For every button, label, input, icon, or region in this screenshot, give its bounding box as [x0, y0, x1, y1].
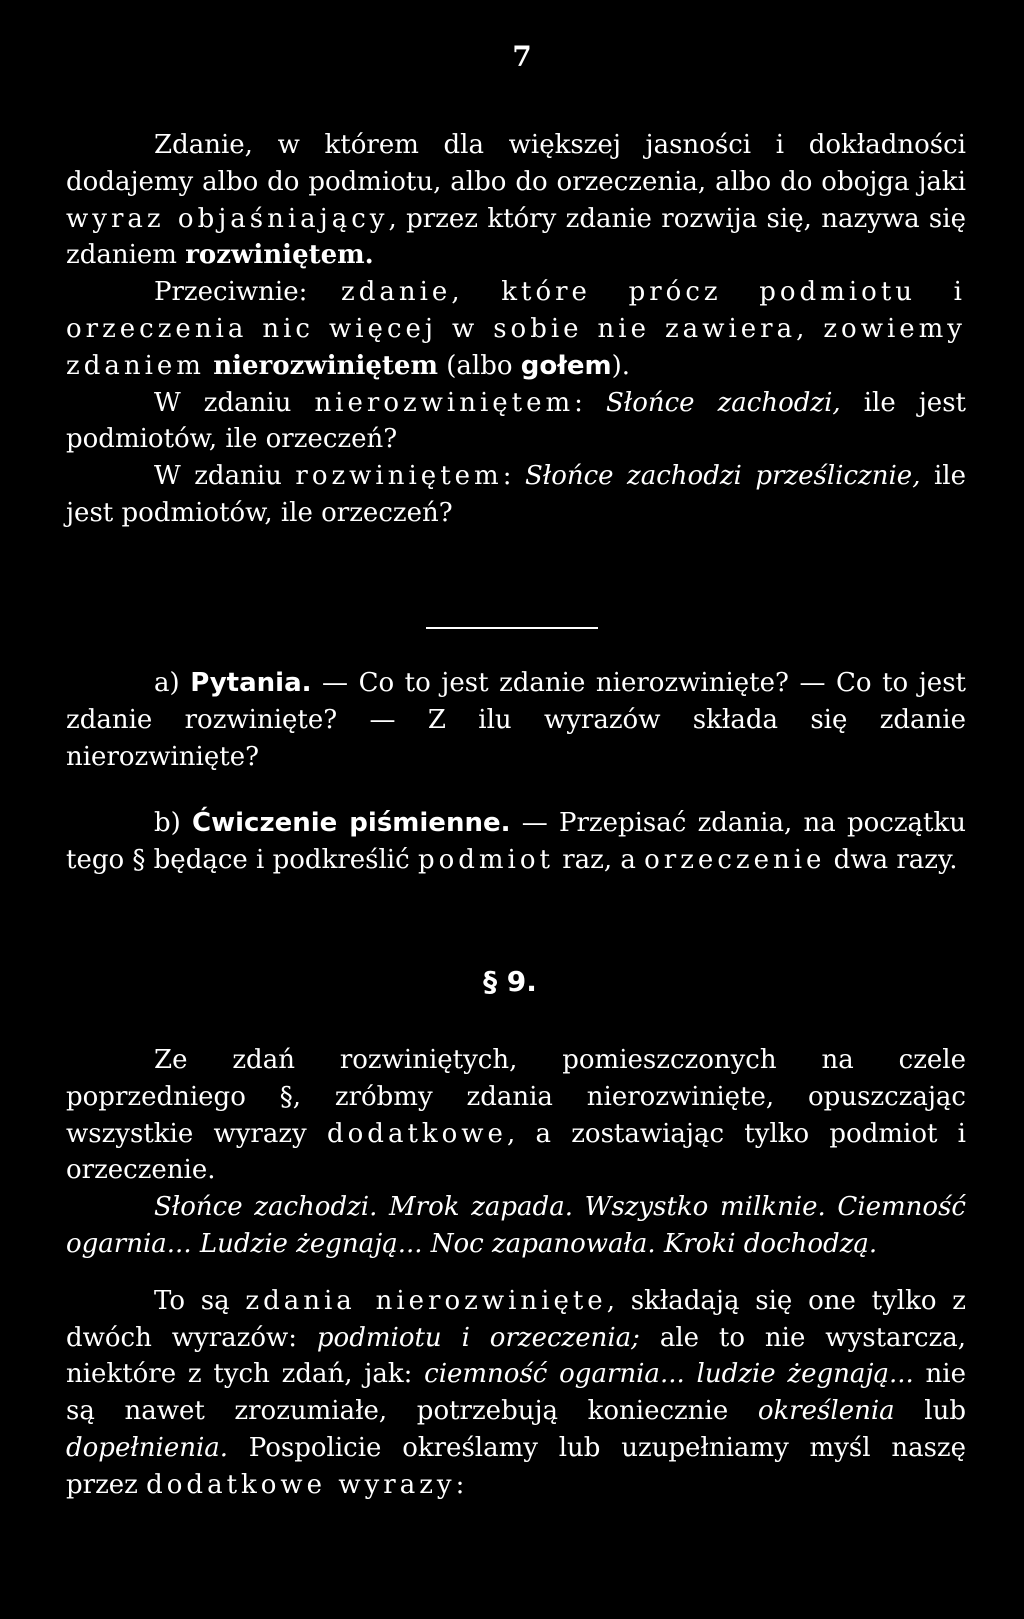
italic-term: dopełnienia. — [66, 1432, 229, 1463]
text-run: (albo — [438, 350, 521, 381]
text-run: Ze zdań rozwiniętych, pomieszczonych na czele poprzedniego §, zróbmy zdania nierozwinięte, opuszczając wszystkie wyrazy — [66, 1045, 966, 1149]
spaced-term: dodatkowe wyrazy — [146, 1469, 456, 1500]
paragraph-question-developed — [66, 458, 966, 532]
spaced-term: wyraz objaśniający — [66, 203, 389, 234]
questions-paragraph — [66, 665, 966, 775]
text-run: lub — [894, 1396, 966, 1427]
paragraph-question-undeveloped — [66, 385, 966, 459]
italic-term: określenia — [757, 1396, 895, 1427]
section-heading: § 9. — [483, 965, 537, 998]
spaced-term: orzeczenie — [644, 845, 826, 876]
text-run: , składają się one tylko z dwóch wyrazów: — [66, 1285, 967, 1353]
exercise-paragraph — [66, 805, 966, 879]
text-run: a) — [154, 668, 191, 698]
body-bottom — [66, 1042, 966, 1504]
text-run: , przez który zdanie rozwija się, nazywa się zdaniem — [66, 203, 966, 271]
text-run: ). — [611, 350, 631, 381]
text-run: : — [574, 387, 606, 418]
spaced-term: zdania nierozwinięte — [245, 1285, 607, 1316]
spaced-term: nierozwiniętem — [314, 387, 575, 418]
text-run: ile jest podmiotów, ile orzeczeń? — [66, 461, 966, 528]
text-run: raz, a — [553, 845, 645, 876]
text-run: W zdaniu — [154, 461, 296, 492]
text-run: Przeciwnie: — [154, 277, 342, 308]
text-run: ile jest podmiotów, ile orzeczeń? — [66, 387, 966, 455]
spaced-text: zdanie, które prócz podmiotu i orzeczenia nic więcej w sobie nie zawiera, zowiemy zdaniem — [66, 277, 966, 381]
exercises — [66, 665, 966, 879]
text-run: — Przepisać zdania, na początku tego § będące i podkreślić — [66, 808, 966, 876]
paragraph-definition-undeveloped — [66, 274, 966, 384]
text-run: W zdaniu — [154, 387, 315, 418]
italic-examples: Słońce zachodzi. Mrok zapada. Wszystko milknie. Ciemność ogarnia... Ludzie żegnają... Noc zapanowała. Kroki dochodzą. — [66, 1192, 966, 1259]
spaced-term: rozwiniętem — [295, 461, 503, 492]
italic-example: Słońce zachodzi prześlicznie, — [524, 461, 921, 492]
italic-example: Słońce zachodzi, — [605, 387, 841, 418]
italic-example: ciemność ogarnia... ludzie żegnają... — [424, 1359, 914, 1390]
spaced-term: podmiot — [417, 845, 554, 876]
paragraph-definition-developed — [66, 127, 966, 274]
text-run: , a zostawiając tylko podmiot i orzeczenie. — [66, 1118, 966, 1186]
text-run: — Co to jest zdanie nierozwinięte? — Co to jest zdanie rozwinięte? — Z ilu wyrazów składa się zdanie nierozwinięte? — [66, 668, 966, 772]
divider — [426, 627, 598, 629]
text-run: To są — [154, 1285, 246, 1316]
page-number: 7 — [512, 40, 532, 73]
text-run: : — [502, 461, 525, 492]
spaced-term: dodatkowe — [327, 1118, 507, 1149]
paragraph-transformation — [66, 1042, 966, 1189]
text-run: b) — [154, 808, 193, 839]
italic-term: podmiotu i orzeczenia; — [316, 1322, 640, 1353]
bold-term: rozwiniętem. — [185, 240, 374, 271]
paragraph-examples — [66, 1189, 966, 1263]
bold-term: nierozwiniętem — [213, 350, 438, 381]
exercise-heading: Ćwiczenie piśmienne. — [192, 808, 511, 839]
text-run: Pospolicie określamy lub uzupełniamy myśl naszę przez — [66, 1432, 966, 1500]
text-run: nie są nawet zrozumiałe, potrzebują koniecznie — [66, 1359, 966, 1427]
text-run — [205, 351, 213, 381]
text-run: : — [455, 1469, 465, 1500]
text-run: dwa razy. — [825, 845, 958, 876]
bold-term: gołem — [520, 350, 612, 381]
text-run: ale to nie wystarcza, niektóre z tych zdań, jak: — [66, 1322, 966, 1390]
paragraph-explanation — [66, 1283, 966, 1504]
body-top — [66, 127, 966, 532]
questions-heading: Pytania. — [190, 668, 312, 698]
text-run: Zdanie, w którem dla większej jasności i dokładności dodajemy albo do podmiotu, albo do orzeczenia, albo do obojga jaki — [66, 130, 966, 197]
